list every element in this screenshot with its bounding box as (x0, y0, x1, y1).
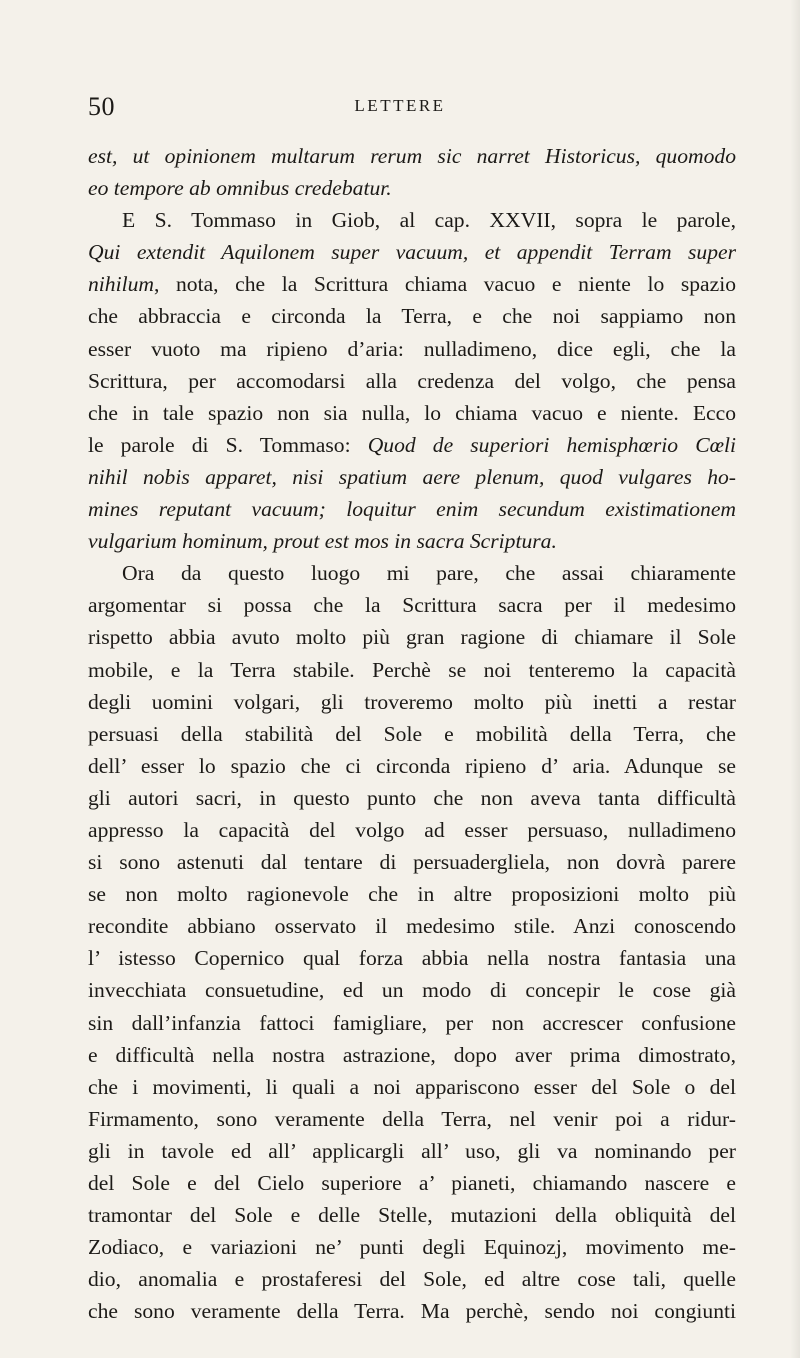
body-text (88, 140, 736, 1327)
text-segment: tramontar del Sole e delle Stelle, mutazioni della obliquità del (88, 1203, 736, 1228)
text-line (88, 268, 736, 300)
text-line (88, 525, 736, 557)
text-segment: dio, anomalia e prostaferesi del Sole, ed altre cose tali, quelle (88, 1267, 736, 1292)
text-line (88, 1263, 736, 1295)
text-line (88, 557, 736, 589)
text-line (88, 878, 736, 910)
text-line (88, 429, 736, 461)
text-segment: Ora da questo luogo mi pare, che assai chiaramente (122, 561, 736, 586)
text-segment: Zodiaco, e variazioni ne’ punti degli Equinozj, movimento me- (88, 1235, 736, 1260)
text-segment: invecchiata consuetudine, ed un modo di concepir le cose già (88, 978, 736, 1003)
text-segment: E S. Tommaso in Giob, al cap. XXVII, sopra le parole, (122, 208, 736, 233)
text-line (88, 1007, 736, 1039)
text-line (88, 461, 736, 493)
page-edge-shadow (790, 0, 800, 1358)
text-line (88, 654, 736, 686)
text-line (88, 814, 736, 846)
text-line (88, 204, 736, 236)
text-segment: che in tale spazio non sia nulla, lo chiama vacuo e niente. Ecco (88, 400, 736, 425)
text-line (88, 686, 736, 718)
text-segment: se non molto ragionevole che in altre proposizioni molto più (88, 882, 736, 907)
text-line (88, 140, 736, 172)
text-line (88, 942, 736, 974)
text-segment: degli uomini volgari, gli troveremo molto più inetti a restar (88, 689, 736, 714)
text-line (88, 1071, 736, 1103)
text-line (88, 1295, 736, 1327)
text-segment: , nota, che la Scrittura chiama vacuo e niente lo spazio (153, 272, 736, 297)
text-line (88, 782, 736, 814)
text-line (88, 333, 736, 365)
text-segment: le parole di S. Tommaso: (88, 432, 368, 457)
text-line (88, 589, 736, 621)
text-line (88, 172, 736, 204)
text-segment: del Sole e del Cielo superiore a’ pianeti, chiamando nascere e (88, 1171, 736, 1195)
italic-text-segment: Quod de superiori hemisphœrio Cœli (367, 432, 736, 457)
italic-text-segment: nihil nobis apparet, nisi spatium aere plenum, quod vulgares ho- (88, 464, 736, 489)
italic-text-segment: mines reputant vacuum; loquitur enim secundum existimationem (88, 497, 736, 522)
italic-text-segment: nihilum (88, 272, 154, 297)
text-segment: che i movimenti, li quali a noi appariscono esser del Sole o del (88, 1074, 736, 1099)
text-line (88, 1167, 736, 1199)
text-line (88, 621, 736, 653)
text-segment: appresso la capacità del volgo ad esser persuaso, nulladimeno (88, 817, 736, 842)
text-segment: persuasi della stabilità del Sole e mobilità della Terra, che (88, 721, 736, 746)
text-line (88, 1231, 736, 1263)
text-line (88, 236, 736, 268)
text-segment: Scrittura, per accomodarsi alla credenza del volgo, che pensa (88, 368, 736, 393)
text-segment: esser vuoto ma ripieno d’aria: nulladimeno, dice egli, che la (88, 336, 736, 361)
text-segment: sin dall’infanzia fattoci famigliare, per non accrescer confusione (88, 1010, 736, 1035)
running-head: LETTERE (354, 96, 446, 115)
text-segment: mobile, e la Terra stabile. Perchè se noi tenteremo la capacità (88, 657, 736, 682)
text-line (88, 846, 736, 878)
text-segment: che sono veramente della Terra. Ma perchè, sendo noi congiunti (88, 1299, 736, 1324)
text-line (88, 974, 736, 1006)
italic-text-segment: Qui extendit Aquilonem super vacuum, et appendit Terram super (88, 240, 736, 265)
page-number: 50 (88, 92, 115, 121)
text-line (88, 718, 736, 750)
text-line (88, 365, 736, 397)
text-line (88, 1135, 736, 1167)
text-segment: argomentar si possa che la Scrittura sacra per il medesimo (88, 593, 736, 618)
text-segment: si sono astenuti dal tentare di persuadergliela, non dovrà parere (88, 850, 736, 875)
text-line (88, 750, 736, 782)
text-segment: l’ istesso Copernico qual forza abbia nella nostra fantasia una (88, 946, 736, 971)
text-segment: rispetto abbia avuto molto più gran ragione di chiamare il Sole (88, 625, 736, 650)
italic-text-segment: eo tempore ab omnibus credebatur. (88, 176, 392, 201)
text-segment: gli in tavole ed all’ applicargli all’ uso, gli va nominando per (88, 1138, 736, 1163)
text-line (88, 300, 736, 332)
text-line (88, 910, 736, 942)
text-segment: dell’ esser lo spazio che ci circonda ripieno d’ aria. Adunque se (88, 753, 736, 778)
italic-text-segment: vulgarium hominum, prout est mos in sacra Scriptura. (88, 529, 557, 554)
text-line (88, 1103, 736, 1135)
text-line (88, 397, 736, 429)
text-line (88, 493, 736, 525)
text-line (88, 1199, 736, 1231)
text-segment: e difficultà nella nostra astrazione, dopo aver prima dimostrato, (88, 1042, 736, 1067)
text-line (88, 1039, 736, 1071)
text-segment: che abbraccia e circonda la Terra, e che noi sappiamo non (88, 304, 736, 329)
italic-text-segment: est, ut opinionem multarum rerum sic narret Historicus, quomodo (88, 144, 736, 168)
text-segment: recondite abbiano osservato il medesimo stile. Anzi conoscendo (88, 914, 736, 939)
text-segment: Firmamento, sono veramente della Terra, nel venir poi a ridur- (88, 1106, 736, 1131)
text-segment: gli autori sacri, in questo punto che non aveva tanta difficultà (88, 785, 736, 810)
